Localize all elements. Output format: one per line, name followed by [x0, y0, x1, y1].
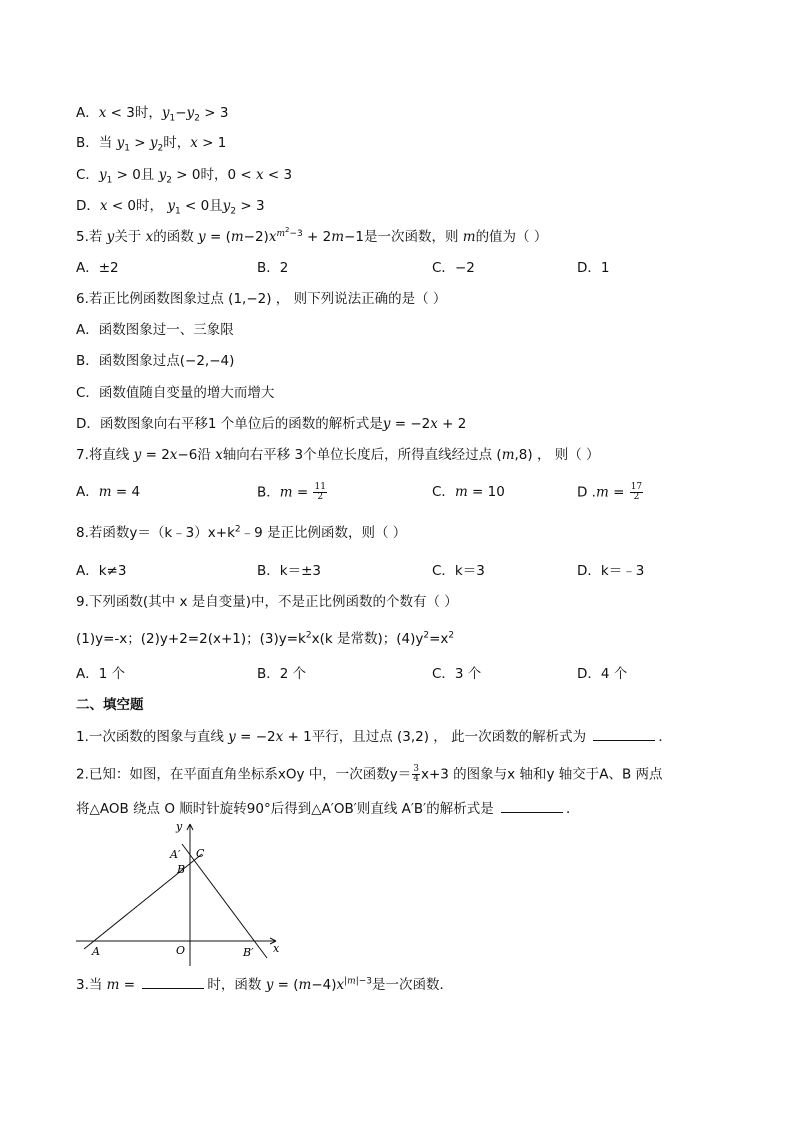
q7-lead: 7.将直线: [76, 447, 134, 463]
f1-lead: 1.一次函数的图象与直线: [76, 729, 229, 745]
q8-option-c: C．k＝3: [432, 563, 485, 579]
q6-option-b: B．函数图象过点(−2,−4): [76, 353, 235, 369]
q7-c-label: C．: [432, 484, 455, 500]
q6-option-a: A．函数图象过一、三象限: [76, 322, 234, 338]
q9-option-b: B．2 个: [257, 666, 307, 682]
fill-2-line1: [76, 765, 663, 784]
label-c: C: [196, 847, 205, 860]
q9-items-c: =x: [429, 631, 449, 647]
q8-stem-sup: 2: [234, 524, 241, 535]
q6-stem: 6.若正比例函数图象过点 (1,−2) ， 则下列说法正确的是（ ）: [76, 291, 447, 307]
q8-option-a: A．k≠3: [76, 563, 127, 579]
q4-a-label: A．: [76, 105, 99, 121]
fill-3: 3.当 m = 时，函数 $y = (m-4)x^{|m|-3}$是一次函数．: [76, 976, 454, 993]
q4-b-label: B．当: [76, 135, 117, 151]
f2-line2-b: ．: [566, 801, 580, 817]
q7-option-d: D .m = $\frac{17}{2}$: [577, 482, 643, 502]
q5-option-a: A．±2: [76, 260, 119, 276]
section-heading: 二、填空题: [76, 697, 144, 713]
q9-sup3: 2: [448, 630, 455, 641]
q7-stem: 7.将直线 y = 2x−6沿 x轴向右平移 3个单位长度后，所得直线经过点 (m,8) ， 则（ ）: [76, 447, 600, 463]
f2-answer-blank[interactable]: [501, 800, 563, 813]
q7-option-c: C．m = 10: [432, 484, 505, 500]
q5-lead: 5.若: [76, 229, 107, 245]
q9-sup2: 2: [423, 630, 430, 641]
f1-tail: ．: [658, 729, 672, 745]
q8-option-d: D．k＝﹣3: [577, 563, 645, 579]
q6-option-d: D．函数图象向右平移1 个单位后的函数的解析式是y = −2x + 2: [76, 416, 467, 432]
q4-option-a: A．x < 3时，$y_1-y_2 > 3$: [76, 105, 229, 124]
f2-frac-num: 3: [413, 764, 419, 774]
q6-d-label: D．函数图象向右平移1 个单位后的函数的解析式是: [76, 416, 383, 432]
q7-option-b: B．m = $\frac{11}{2}$: [257, 482, 326, 502]
label-a: A: [92, 945, 100, 958]
q8-stem-b: ﹣9 是正比例函数，则（ ）: [240, 525, 407, 541]
q5-option-b: B．2: [257, 260, 289, 276]
q7-b-label: B．: [257, 484, 280, 501]
q7-a-label: A．: [76, 484, 99, 500]
f1-answer-blank[interactable]: [593, 728, 655, 741]
f2-frac-den: 4: [413, 774, 419, 784]
q7-tail: ， 则（ ）: [532, 447, 600, 463]
label-o: O: [176, 944, 186, 957]
coordinate-figure: [70, 818, 290, 970]
q4-d-label: D．: [76, 198, 100, 214]
q7-option-a: A．m = 4: [76, 484, 141, 500]
f3-answer-blank[interactable]: [142, 976, 204, 989]
q5-tail2: 的值为（ ）: [475, 229, 548, 245]
label-y: y: [176, 820, 183, 833]
q6-b-label: B．函数图象过点: [76, 353, 180, 369]
q9-sup1: 2: [305, 630, 312, 641]
q9-items-b: x(k 是常数)；(4)y: [311, 631, 424, 647]
q9-items-a: (1)y=-x；(2)y+2=2(x+1)；(3)y=k: [76, 631, 306, 647]
q5-stem: 5.若 y关于 x的函数 $y = (m-2)x^{m^2-3} + 2m-1$是一次函数，则 m的值为（ ）: [76, 225, 548, 245]
f3-lead: 3.当: [76, 977, 107, 993]
q7-mid: 沿: [197, 447, 216, 463]
label-b: B: [177, 863, 186, 876]
q4-c-label: C．: [76, 167, 99, 183]
q5-mid1: 关于: [114, 229, 146, 245]
f2-line2-a: 将△AOB 绕点 O 顺时针旋转90°后得到△A′OB′则直线 A′B′的解析式是: [76, 801, 499, 817]
q4-option-c: C．$y_1 > 0$且 $y_2 > 0$时，0 < x < 3: [76, 167, 293, 186]
q4-option-d: D．x < 0时， $y_1 < 0$且$y_2 > 3$: [76, 198, 265, 217]
label-b-prime: B′: [243, 946, 254, 959]
q9-option-d: D．4 个: [577, 666, 628, 682]
q7-mid2: 轴向右平移 3个单位长度后，所得直线经过点: [222, 447, 497, 463]
q9-option-c: C．3 个: [432, 666, 482, 682]
q5-option-c: C．−2: [432, 260, 475, 276]
f3-tail: 是一次函数．: [372, 977, 454, 993]
q8-option-b: B．k＝±3: [257, 563, 321, 579]
f1-mid: 平行，且过点 (3,2) ， 此一次函数的解析式为: [311, 729, 591, 745]
q8-stem: [76, 524, 406, 542]
q6-option-c: C．函数值随自变量的增大而增大: [76, 385, 275, 401]
q9-option-a: A．1 个: [76, 666, 126, 682]
label-a-prime: A′: [170, 848, 181, 861]
f3-mid: 时，函数: [207, 977, 266, 993]
q9-items: [76, 630, 454, 648]
q5-mid2: 的函数: [153, 229, 199, 245]
q5-c-label: C．: [432, 260, 455, 276]
fill-1: 1.一次函数的图象与直线 y = −2x + 1平行，且过点 (3,2) ， 此一次函数的解析式为 ．: [76, 729, 672, 745]
f2-line1-b: x+3 的图象与x 轴和y 轴交于A、B 两点: [421, 766, 663, 783]
q4-option-b: B．当 $y_1 > y_2$时，x > 1: [76, 135, 227, 154]
fill-2-line2: [76, 800, 580, 818]
label-x: x: [273, 942, 280, 955]
q5-tail: 是一次函数，则: [363, 229, 463, 245]
q8-stem-a: 8.若函数y＝（k﹣3）x+k: [76, 525, 235, 541]
q9-stem: 9.下列函数(其中 x 是自变量)中，不是正比例函数的个数有（ ）: [76, 594, 458, 610]
q7-d-label: D .: [577, 484, 596, 501]
f2-line1-a: 2.已知：如图，在平面直角坐标系xOy 中，一次函数y＝: [76, 766, 412, 783]
q5-option-d: D．1: [577, 260, 610, 276]
